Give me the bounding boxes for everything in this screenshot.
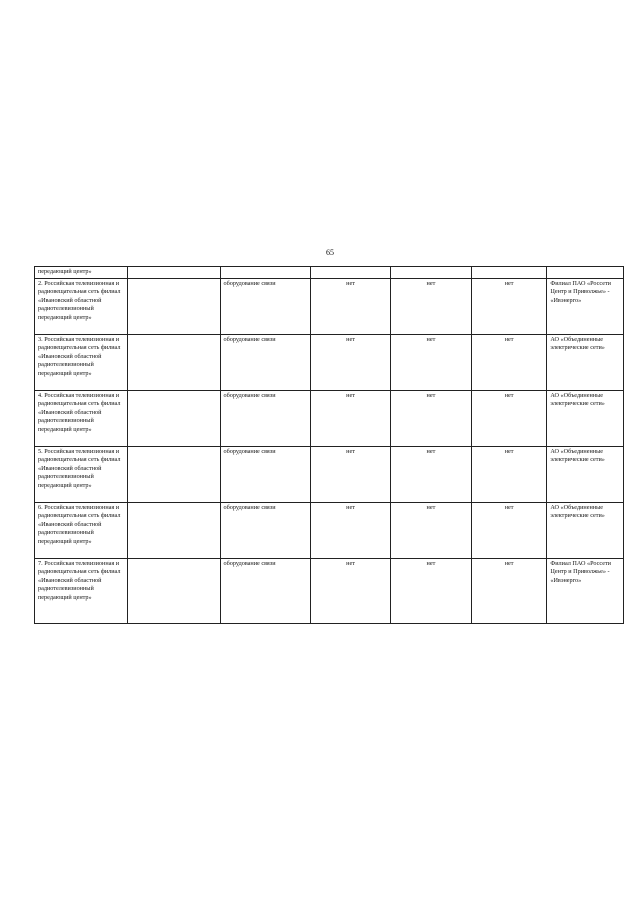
cell-equipment: оборудование связи <box>220 334 311 390</box>
cell-col5: нет <box>390 390 471 446</box>
cell-equipment: оборудование связи <box>220 558 311 623</box>
cell-object-name: 7. Российская телевизионная и радиовещательная сеть филиал «Ивановский областной радиотелевизионный передающий центр» <box>35 558 128 623</box>
cell-col4: нет <box>311 334 391 390</box>
cell-empty <box>311 267 391 279</box>
cell-empty <box>390 267 471 279</box>
cell-empty <box>127 267 220 279</box>
cell-equipment: оборудование связи <box>220 390 311 446</box>
cell-col2 <box>127 390 220 446</box>
cell-object-name: 2. Российская телевизионная и радиовещательная сеть филиал «Ивановский областной радиотелевизионный передающий центр» <box>35 278 128 334</box>
cell-col4: нет <box>311 390 391 446</box>
cell-col5: нет <box>390 278 471 334</box>
cell-col2 <box>127 558 220 623</box>
table-row <box>35 502 624 558</box>
page-number: 65 <box>326 248 334 257</box>
cell-equipment: оборудование связи <box>220 278 311 334</box>
cell-col2 <box>127 446 220 502</box>
cell-empty <box>471 267 547 279</box>
cell-organization: Филиал ПАО «Россети Центр и Приволжье» - «Ивэнерго» <box>547 278 624 334</box>
cell-col5: нет <box>390 334 471 390</box>
cell-col6: нет <box>471 390 547 446</box>
table-row <box>35 390 624 446</box>
table-row <box>35 334 624 390</box>
cell-equipment: оборудование связи <box>220 446 311 502</box>
cell-equipment: оборудование связи <box>220 502 311 558</box>
cell-col6: нет <box>471 558 547 623</box>
cell-col4: нет <box>311 278 391 334</box>
table-row <box>35 446 624 502</box>
cell-organization: АО «Объединенные электрические сети» <box>547 502 624 558</box>
cell-col2 <box>127 502 220 558</box>
cell-object-name: передающий центр» <box>35 267 128 279</box>
cell-col5: нет <box>390 446 471 502</box>
cell-object-name: 5. Российская телевизионная и радиовещательная сеть филиал «Ивановский областной радиотелевизионный передающий центр» <box>35 446 128 502</box>
cell-empty <box>547 267 624 279</box>
table-row-continuation <box>35 267 624 279</box>
cell-organization: АО «Объединенные электрические сети» <box>547 446 624 502</box>
cell-object-name: 4. Российская телевизионная и радиовещательная сеть филиал «Ивановский областной радиотелевизионный передающий центр» <box>35 390 128 446</box>
cell-col6: нет <box>471 502 547 558</box>
cell-object-name: 6. Российская телевизионная и радиовещательная сеть филиал «Ивановский областной радиотелевизионный передающий центр» <box>35 502 128 558</box>
table-row <box>35 278 624 334</box>
data-table <box>34 266 624 624</box>
cell-col6: нет <box>471 446 547 502</box>
cell-col2 <box>127 278 220 334</box>
cell-col4: нет <box>311 502 391 558</box>
cell-col6: нет <box>471 278 547 334</box>
cell-col6: нет <box>471 334 547 390</box>
cell-col4: нет <box>311 558 391 623</box>
cell-object-name: 3. Российская телевизионная и радиовещательная сеть филиал «Ивановский областной радиотелевизионный передающий центр» <box>35 334 128 390</box>
cell-col5: нет <box>390 558 471 623</box>
cell-empty <box>220 267 311 279</box>
cell-col2 <box>127 334 220 390</box>
cell-organization: АО «Объединенные электрические сети» <box>547 334 624 390</box>
cell-col5: нет <box>390 502 471 558</box>
cell-col4: нет <box>311 446 391 502</box>
cell-organization: АО «Объединенные электрические сети» <box>547 390 624 446</box>
table-row <box>35 558 624 623</box>
cell-organization: Филиал ПАО «Россети Центр и Приволжье» - «Ивэнерго» <box>547 558 624 623</box>
